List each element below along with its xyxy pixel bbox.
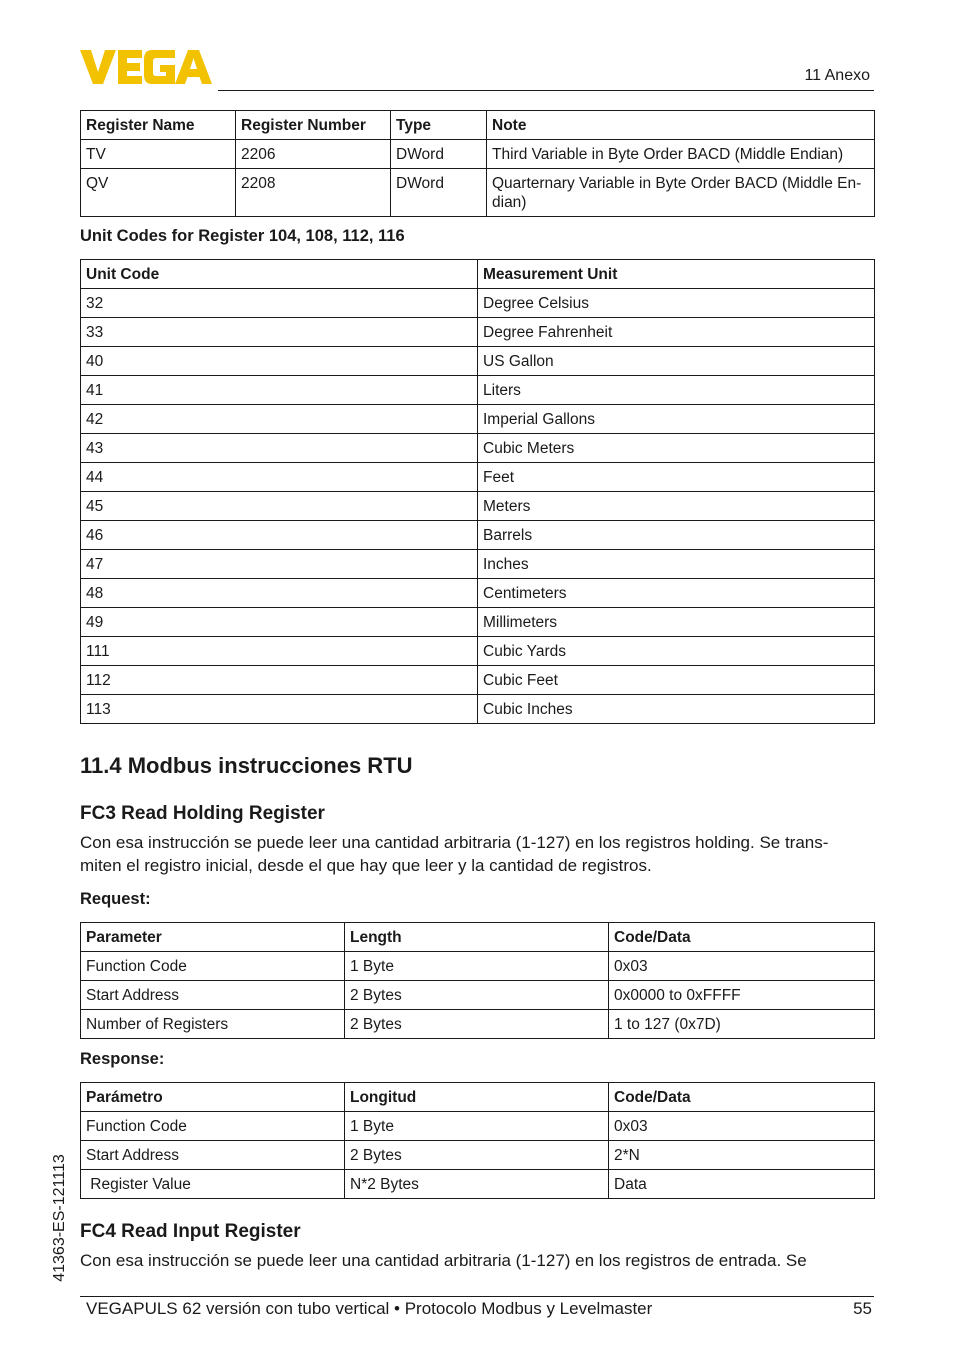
- table-row: [81, 347, 875, 376]
- table-cell: Cubic Yards: [478, 637, 875, 666]
- table-cell: 112: [81, 666, 478, 695]
- response-table: [80, 1082, 875, 1199]
- fc3-title: FC3 Read Holding Register: [80, 803, 325, 824]
- table-cell: 111: [81, 637, 478, 666]
- table-cell: Cubic Inches: [478, 695, 875, 724]
- table-cell: Register Value: [81, 1170, 345, 1199]
- table-cell: Centimeters: [478, 579, 875, 608]
- table-row: [81, 579, 875, 608]
- table-cell: Start Address: [81, 981, 345, 1010]
- table-cell: DWord: [391, 140, 487, 169]
- column-header: Type: [391, 111, 487, 140]
- footer-rule: [80, 1296, 874, 1297]
- table-cell: Degree Fahrenheit: [478, 318, 875, 347]
- table-cell: Data: [609, 1170, 875, 1199]
- column-header: Parámetro: [81, 1083, 345, 1112]
- table-cell: 2 Bytes: [345, 981, 609, 1010]
- response-label: Response:: [80, 1050, 165, 1068]
- table-header-row: [81, 111, 875, 140]
- column-header: Register Name: [81, 111, 236, 140]
- column-header: Parameter: [81, 923, 345, 952]
- table-cell: Inches: [478, 550, 875, 579]
- table-row: [81, 550, 875, 579]
- table-cell: Number of Registers: [81, 1010, 345, 1039]
- table-row: [81, 318, 875, 347]
- table-cell: 40: [81, 347, 478, 376]
- table-row: [81, 1141, 875, 1170]
- table-cell: Barrels: [478, 521, 875, 550]
- table-cell: 48: [81, 579, 478, 608]
- table-cell: 0x0000 to 0xFFFF: [609, 981, 875, 1010]
- table-header-row: [81, 923, 875, 952]
- unit-codes-table: [80, 259, 875, 724]
- table-row: [81, 289, 875, 318]
- table-row: [81, 405, 875, 434]
- section-label: 11 Anexo: [804, 67, 870, 84]
- table-cell: 2 Bytes: [345, 1141, 609, 1170]
- table-cell: 0x03: [609, 952, 875, 981]
- table-cell: Degree Celsius: [478, 289, 875, 318]
- table-row: [81, 1112, 875, 1141]
- table-header-row: [81, 260, 875, 289]
- header-rule: [218, 90, 874, 91]
- table-row: [81, 1010, 875, 1039]
- table-row: [81, 140, 875, 169]
- table-cell: Imperial Gallons: [478, 405, 875, 434]
- section-title: 11.4 Modbus instrucciones RTU: [80, 753, 413, 778]
- table-cell: 41: [81, 376, 478, 405]
- table-cell: 44: [81, 463, 478, 492]
- document-id: 41363-ES-121113: [51, 1154, 68, 1282]
- table-cell: DWord: [391, 169, 487, 217]
- request-table: [80, 922, 875, 1039]
- table-cell: Liters: [478, 376, 875, 405]
- table-cell: 33: [81, 318, 478, 347]
- table-cell: 45: [81, 492, 478, 521]
- footer-title: VEGAPULS 62 versión con tubo vertical • Protocolo Modbus y Levelmaster: [86, 1299, 653, 1318]
- table-row: [81, 376, 875, 405]
- table-cell: Third Variable in Byte Order BACD (Middle Endian): [487, 140, 875, 169]
- column-header: Note: [487, 111, 875, 140]
- column-header: Unit Code: [81, 260, 478, 289]
- table-cell: 2208: [236, 169, 391, 217]
- table-cell: US Gallon: [478, 347, 875, 376]
- fc4-title: FC4 Read Input Register: [80, 1221, 301, 1242]
- table-row: [81, 492, 875, 521]
- column-header: Code/Data: [609, 1083, 875, 1112]
- table-cell: 113: [81, 695, 478, 724]
- column-header: Longitud: [345, 1083, 609, 1112]
- table-cell: Function Code: [81, 952, 345, 981]
- table-row: [81, 463, 875, 492]
- table-cell: Start Address: [81, 1141, 345, 1170]
- paragraph-line: miten el registro inicial, desde el que hay que leer y la cantidad de registros.: [80, 855, 652, 875]
- table-row: [81, 608, 875, 637]
- table-cell: TV: [81, 140, 236, 169]
- table-cell: Quarternary Variable in Byte Order BACD (Middle En-dian): [487, 169, 875, 217]
- table-cell: 0x03: [609, 1112, 875, 1141]
- vega-logo: [80, 50, 212, 84]
- table-cell: 1 to 127 (0x7D): [609, 1010, 875, 1039]
- table-row: [81, 637, 875, 666]
- table-cell: 43: [81, 434, 478, 463]
- table-row: [81, 434, 875, 463]
- table-cell: Meters: [478, 492, 875, 521]
- table-cell: Millimeters: [478, 608, 875, 637]
- table-row: [81, 1170, 875, 1199]
- fc4-paragraph: Con esa instrucción se puede leer una cantidad arbitraria (1-127) en los registros de entrada. Se: [80, 1251, 807, 1270]
- table-cell: 32: [81, 289, 478, 318]
- table-cell: 2*N: [609, 1141, 875, 1170]
- table-cell: 47: [81, 550, 478, 579]
- paragraph-line: Con esa instrucción se puede leer una cantidad arbitraria (1-127) en los registros holding. Se trans-: [80, 833, 829, 852]
- table-row: [81, 666, 875, 695]
- table-row: [81, 169, 875, 217]
- table-row: [81, 981, 875, 1010]
- register-table: [80, 110, 875, 217]
- table-header-row: [81, 1083, 875, 1112]
- table-cell: 46: [81, 521, 478, 550]
- table-row: [81, 695, 875, 724]
- table-row: [81, 521, 875, 550]
- table-cell: 2 Bytes: [345, 1010, 609, 1039]
- column-header: Length: [345, 923, 609, 952]
- unit-codes-title: Unit Codes for Register 104, 108, 112, 116: [80, 227, 405, 245]
- column-header: Code/Data: [609, 923, 875, 952]
- table-cell: Function Code: [81, 1112, 345, 1141]
- page-number: 55: [853, 1299, 872, 1318]
- table-cell: 1 Byte: [345, 1112, 609, 1141]
- table-row: [81, 952, 875, 981]
- table-cell: Cubic Feet: [478, 666, 875, 695]
- table-cell: 1 Byte: [345, 952, 609, 981]
- fc3-paragraph: [80, 832, 880, 877]
- request-label: Request:: [80, 890, 151, 908]
- table-cell: 42: [81, 405, 478, 434]
- table-cell: N*2 Bytes: [345, 1170, 609, 1199]
- table-cell: Feet: [478, 463, 875, 492]
- column-header: Measurement Unit: [478, 260, 875, 289]
- table-cell: 49: [81, 608, 478, 637]
- table-cell: 2206: [236, 140, 391, 169]
- table-cell: Cubic Meters: [478, 434, 875, 463]
- column-header: Register Number: [236, 111, 391, 140]
- table-cell: QV: [81, 169, 236, 217]
